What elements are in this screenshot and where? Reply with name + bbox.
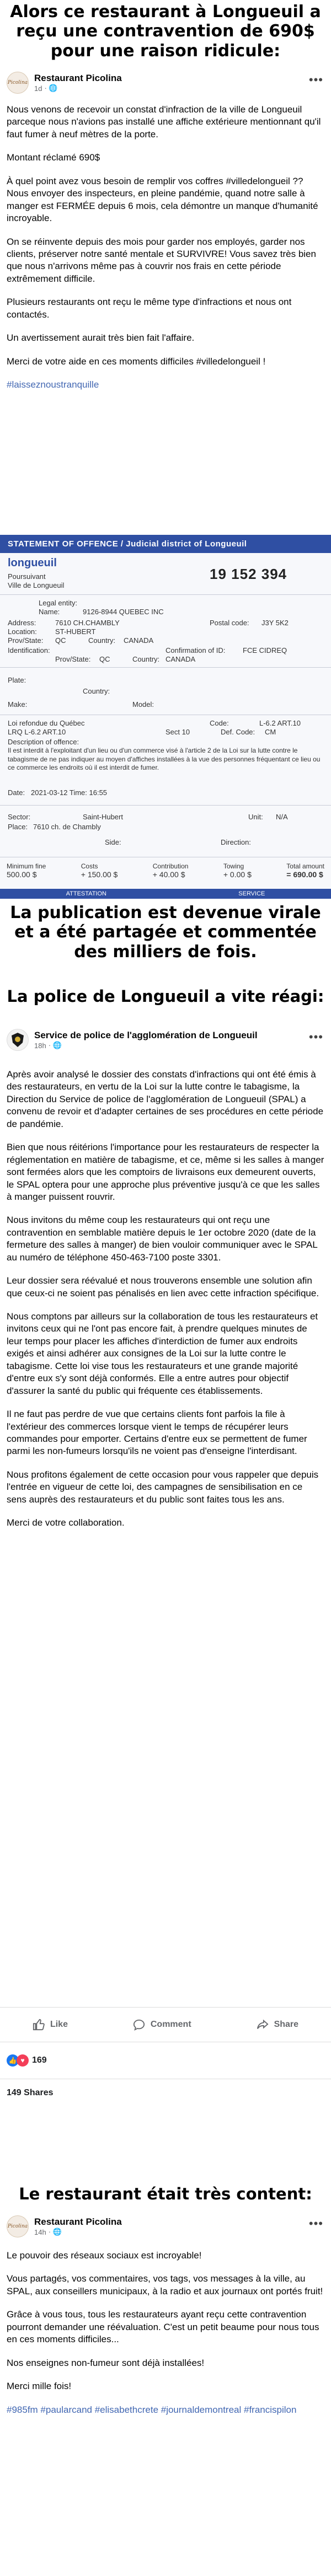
ticket-bottom-band xyxy=(0,889,331,899)
love-reaction-icon: ♥ xyxy=(17,2054,29,2067)
fine-col-0: Minimum fine 500.00 $ xyxy=(7,862,46,879)
post-paragraph: On se réinvente depuis des mois pour garder nos employés, garder nos clients, préserver notre santé mentale et SURVIVRE! Vous savez très bien que nous n'arrivons même pas à couvrir nos frais en cette période extrêmement difficile. xyxy=(7,236,316,284)
police-post xyxy=(0,1023,331,1541)
date-value: 2021-03-12 Time: 16:55 xyxy=(31,788,108,797)
law-label: Loi refondue du Québec xyxy=(8,719,85,727)
avatar-logo-text: Picolina xyxy=(7,2224,28,2229)
model-label: Model: xyxy=(132,700,154,709)
plate-label: Plate: xyxy=(8,676,26,684)
fine-col-1: Costs + 150.00 $ xyxy=(81,862,118,879)
thumbs-up-icon xyxy=(33,2019,45,2031)
post-paragraph: Leur dossier sera réévalué et nous trouverons ensemble une solution afin que ceux-ci ne soient pas pénalisés en lien avec cette infraction spécifique. xyxy=(7,1275,319,1298)
post-paragraph: Vous partagés, vos commentaires, vos tags, vos messages à la ville, au SPAL, aux conseillers municipaux, à la radio et aux journaux ont portés fruit! xyxy=(7,2273,323,2296)
country-label: Country: xyxy=(88,636,116,645)
comment-button[interactable] xyxy=(133,2019,191,2031)
prosecutor-label: Poursuivant xyxy=(8,572,46,581)
post-paragraph: Nos enseignes non-fumeur sont déjà installées! xyxy=(7,2357,205,2368)
location-value: ST-HUBERT xyxy=(55,627,96,636)
post-paragraph: Le pouvoir des réseaux sociaux est incroyable! xyxy=(7,2250,202,2261)
restaurant-avatar[interactable] xyxy=(7,2215,29,2237)
more-options-icon[interactable]: ••• xyxy=(308,2217,323,2230)
province-value: QC xyxy=(55,636,66,645)
province-label: Prov/State: xyxy=(8,636,44,645)
globe-icon: · 🌐 xyxy=(48,1041,62,1049)
legal-entity-label: Legal entity: xyxy=(39,599,78,607)
post-actions-bar xyxy=(0,2007,331,2107)
sector-value: Saint-Hubert xyxy=(83,813,123,821)
like-label: Like xyxy=(50,2020,68,2029)
police-badge-avatar[interactable] xyxy=(7,1029,29,1051)
headline-viral: La publication est devenue virale et a été partagée et commentée des milliers de fois. xyxy=(10,903,321,962)
post-time[interactable]: 14h xyxy=(34,2228,46,2236)
def-code-label: Def. Code: xyxy=(221,728,255,736)
sect-label: Sect 10 xyxy=(166,728,190,736)
post-body xyxy=(7,1069,324,1530)
post-header xyxy=(7,2210,324,2243)
postal-value: J3Y 5K2 xyxy=(261,619,289,627)
side-label: Side: xyxy=(105,838,121,846)
name-label: Name: xyxy=(39,608,60,616)
law-code: LRQ L-6.2 ART.10 xyxy=(8,728,66,736)
postal-label: Postal code: xyxy=(210,619,249,627)
post-body xyxy=(7,104,324,391)
ticket-band: STATEMENT OF OFFENCE / Judicial district of Longueuil xyxy=(0,535,331,553)
def-code-value: CM xyxy=(265,728,276,736)
comment-label: Comment xyxy=(150,2020,191,2029)
share-button[interactable] xyxy=(257,2019,298,2031)
post-time[interactable]: 1d xyxy=(34,84,42,93)
province-label-2: Prov/State: xyxy=(55,655,91,663)
headline-police: La police de Longueuil a vite réagi: xyxy=(7,987,324,1006)
direction-label: Direction: xyxy=(221,838,251,846)
post-paragraph: Nous invitons du même coup les restaurateurs qui ont reçu une contravention en semblable matière depuis le 1er octobre 2020 (date de la fermeture des salles à manger) de bien vouloir communiquer avec le SPAL au numéro de téléphone 450-463-7100 poste 3301. xyxy=(7,1215,318,1263)
ticket-photo xyxy=(0,535,331,899)
post-paragraph: Merci de votre collaboration. xyxy=(7,1517,125,1528)
post-paragraph: Nous comptons par ailleurs sur la collaboration de tous les restaurateurs et invitons ceux qui ne l'ont pas encore fait, à prendre quelques minutes de leur temps pour placer les affiches d'interdiction de fumer aux endroits exigés et ainsi adhérer aux consignes de la Loi sur la lutte contre le tabagisme. Cette loi vise tous les restaurateurs et une grande majorité d'entre eux s'y sont déjà conformés. Elle a entre autres pour objectif d'assurer la santé du public qui fréquente ces établissements. xyxy=(7,1311,318,1396)
post-header xyxy=(7,66,324,99)
province-value-2: QC xyxy=(99,655,110,663)
restaurant-avatar[interactable] xyxy=(7,72,29,94)
share-icon xyxy=(257,2019,269,2031)
make-label: Make: xyxy=(8,700,28,709)
post-paragraph: Merci de votre aide en ces moments difficiles #villedelongueil ! xyxy=(7,356,266,367)
restaurant-post-2 xyxy=(0,2210,331,2427)
shares-count[interactable]: 149 Shares xyxy=(0,2079,331,2107)
name-value: 9126-8944 QUEBEC INC xyxy=(83,608,164,616)
more-options-icon[interactable]: ••• xyxy=(308,73,323,87)
like-button[interactable] xyxy=(33,2019,68,2031)
country-label-2: Country: xyxy=(132,655,160,663)
description-value: Il est interdit à l'exploitant d'un lieu ou d'un commerce visé à l'article 2 de la Loi sur la lutte contre le tabagisme de ne pas indiquer au moyen d'affiches installées à la vue des personnes fréquentant ce lieu ou ce commerce les endroits où il est interdit de fumer. xyxy=(8,747,321,772)
city-logo: longueuil xyxy=(8,557,57,569)
comment-icon xyxy=(133,2019,145,2031)
unit-value: N/A xyxy=(276,813,288,821)
service-label: SERVICE xyxy=(238,890,265,897)
country-value-2: CANADA xyxy=(166,655,196,663)
post-paragraph: Nous profitons également de cette occasion pour vous rappeler que depuis l'entrée en vigueur de cette loi, des campagnes de sensibilisation en ce sens auprès des restaurateurs et du public sont faites tous les ans. xyxy=(7,1469,319,1505)
post-paragraph: Plusieurs restaurants ont reçu le même type d'infractions et nous ont contactés. xyxy=(7,297,292,320)
fine-table xyxy=(0,862,331,879)
globe-icon: · 🌐 xyxy=(48,2228,62,2236)
post-author[interactable]: Restaurant Picolina xyxy=(34,73,122,83)
avatar-logo-text: Picolina xyxy=(7,80,28,85)
like-reaction-icon: 👍 xyxy=(7,2054,19,2067)
more-options-icon[interactable]: ••• xyxy=(308,1030,323,1044)
fine-col-2: Contribution + 40.00 $ xyxy=(152,862,189,879)
identification-label: Identification: xyxy=(8,646,50,654)
post-hashtags[interactable]: #985fm #paularcand #elisabethcrete #journaldemontreal #francispilon xyxy=(7,2404,297,2415)
confirmation-label: Confirmation of ID: xyxy=(166,646,226,654)
unit-label: Unit: xyxy=(248,813,263,821)
restaurant-post-1 xyxy=(0,66,331,402)
post-paragraph: Après avoir analysé le dossier des constats d'infractions qui ont été émis à des restaurateurs, en vertu de la Loi sur la lutte contre le tabagisme, la Direction du Service de police de l'agglomération de Longueuil (SPAL) a convenu de revoir et d'adapter certaines de ses procédures en cette période de pandémie. xyxy=(7,1069,324,1129)
share-label: Share xyxy=(274,2020,299,2029)
location-label: Location: xyxy=(8,627,37,636)
post-paragraph: Grâce à vous tous, tous les restaurateurs ayant reçu cette contravention pourront demander une réévaluation. C'est un petit beaume pour nous tous en ces moments difficiles... xyxy=(7,2309,319,2345)
globe-icon: · 🌐 xyxy=(44,84,58,92)
date-label: Date: xyxy=(8,788,25,797)
post-header xyxy=(7,1023,324,1056)
post-paragraph: À quel point avez vous besoin de remplir vos coffres #villedelongueil ?? Nous envoyer des inspecteurs, en pleine pandémie, quand notre salle à manger est FERMÉE depuis 6 mois, cela démontre un manque d'humanité incroyable. xyxy=(7,175,318,224)
description-label: Description of offence: xyxy=(8,738,79,746)
address-label: Address: xyxy=(8,619,36,627)
attestation-label: ATTESTATION xyxy=(66,890,106,897)
post-paragraph: Bien que nous réitérions l'importance pour les restaurateurs de respecter la réglementation en matière de tabagisme, et ce, même si les salles à manger sont fermées alors que les comptoirs de livraisons eux demeurent ouverts, le SPAL optera pour une approche plus préventive jusqu'à ce que les salles à manger puissent rouvrir. xyxy=(7,1142,324,1202)
place-label: Place: xyxy=(8,823,28,831)
prosecutor-value: Ville de Longueuil xyxy=(8,581,65,589)
post-paragraph: Merci mille fois! xyxy=(7,2381,72,2392)
post-author[interactable]: Service de police de l'agglomération de Longueuil xyxy=(34,1030,258,1040)
address-value: 7610 CH.CHAMBLY xyxy=(55,619,120,627)
code-value: L-6.2 ART.10 xyxy=(259,719,301,727)
post-paragraph: Un avertissement aurait très bien fait l'affaire. xyxy=(7,332,195,344)
police-badge-icon xyxy=(9,1032,26,1048)
ticket-number: 19 152 394 xyxy=(210,566,287,582)
confirmation-value: FCE CIDREQ xyxy=(243,646,287,654)
code-label: Code: xyxy=(210,719,229,727)
post-author[interactable]: Restaurant Picolina xyxy=(34,2217,122,2227)
post-paragraph: Nous venons de recevoir un constat d'infraction de la ville de Longueuil parceque nous n'avions pas installé une affiche extérieure mentionnant qu'il faut fumer à neuf mètres de la porte. xyxy=(7,104,321,139)
post-body xyxy=(7,2250,324,2416)
reaction-count: 169 xyxy=(32,2056,47,2065)
headline-happy: Le restaurant était très content: xyxy=(19,2185,312,2203)
post-hashtag[interactable]: #laisseznoustranquille xyxy=(7,379,99,390)
sector-label: Sector: xyxy=(8,813,31,821)
post-paragraph: Montant réclamé 690$ xyxy=(7,152,100,163)
post-time[interactable]: 18h xyxy=(34,1041,46,1050)
reactions-summary[interactable] xyxy=(0,2042,331,2079)
place-value: 7610 ch. de Chambly xyxy=(33,823,101,831)
fine-col-4: Total amount = 690.00 $ xyxy=(286,862,324,879)
headline-intro: Alors ce restaurant à Longueuil a reçu une contravention de 690$ pour une raison ridicule: xyxy=(10,2,321,61)
country-value: CANADA xyxy=(124,636,154,645)
post-paragraph: Il ne faut pas perdre de vue que certains clients font parfois la file à l'extérieur des commerces lorsque vient le temps de récupérer leurs commandes pour emporter. Certains d'entre eux se permettent de fumer parmi les non-fumeurs lorsqu'ils ne voient pas d'enseigne l'interdisant. xyxy=(7,1409,307,1457)
country-label-3: Country: xyxy=(83,687,110,695)
fine-col-3: Towing + 0.00 $ xyxy=(223,862,252,879)
